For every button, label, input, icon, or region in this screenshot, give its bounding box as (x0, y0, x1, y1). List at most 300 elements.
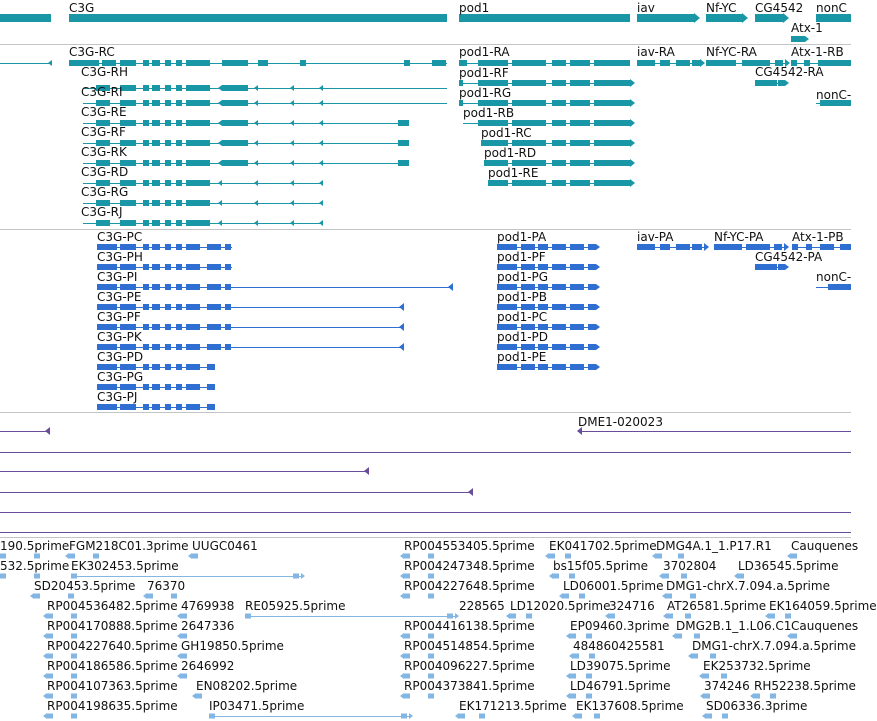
est-exon[interactable] (171, 594, 177, 599)
transcript-pod1-row-exon[interactable] (594, 180, 630, 186)
est-label[interactable]: bs15f05.5prime (553, 559, 649, 573)
transcript-pod1-row-arrow[interactable] (630, 179, 635, 187)
transcript-c3g-row-exon[interactable] (165, 100, 171, 106)
transcript-c3g-row-exon[interactable] (143, 140, 149, 146)
transcript-c3g-row-exon[interactable] (165, 220, 171, 226)
transcript-c3g-row-exon[interactable] (96, 220, 110, 226)
protein-pod1-row-exon[interactable] (552, 244, 566, 250)
transcript-c3g-row-arrow[interactable] (290, 200, 294, 206)
est-arrow[interactable] (409, 713, 413, 719)
transcript-c3g-row-exon[interactable] (165, 120, 171, 126)
est-label[interactable]: LD39075.5prime (570, 659, 671, 673)
transcript-c3g-row-exon[interactable] (222, 120, 248, 126)
transcript-c3g-row-exon[interactable] (398, 120, 409, 126)
protein-c3g-ph-exon[interactable] (225, 264, 231, 270)
est-exon[interactable] (71, 654, 77, 659)
est-label[interactable]: RP004416138.5prime (404, 619, 535, 633)
protein-c3g-pe-exon[interactable] (152, 304, 160, 310)
transcript-c3g-row-arrow[interactable] (319, 140, 323, 146)
protein-c3g-pf-exon[interactable] (225, 324, 231, 330)
protein-pod1-row-arrow[interactable] (596, 324, 600, 330)
gene-arrow[interactable] (805, 36, 809, 42)
protein-c3g-pi-exon[interactable] (186, 284, 200, 290)
transcript-label[interactable]: pod1-RD (484, 146, 537, 160)
protein-c3g-pc-exon[interactable] (143, 244, 149, 250)
transcript-pod1-row-exon[interactable] (570, 140, 590, 146)
gene-label-pod1[interactable]: pod1 (459, 1, 490, 15)
est-arrow[interactable] (301, 573, 305, 579)
est-label[interactable]: SD20453.5prime (34, 579, 136, 593)
est-label[interactable]: EK302453.5prime (71, 559, 179, 573)
protein-c3g-ph-exon[interactable] (207, 264, 221, 270)
transcript-c3g-rc-exon[interactable] (404, 60, 410, 66)
protein-pod1-row-exon[interactable] (588, 344, 596, 350)
transcript-label[interactable]: C3G-RJ (81, 205, 123, 219)
transcript-c3g-row-arrow[interactable] (319, 160, 323, 166)
protein-c3g-pg-exon[interactable] (176, 384, 182, 390)
match-row-arrow[interactable] (364, 467, 369, 475)
est-label[interactable]: LD06001.5prime (563, 579, 664, 593)
est-exon[interactable] (404, 594, 410, 599)
est-arrow[interactable] (400, 693, 404, 699)
est-exon[interactable] (586, 634, 592, 639)
protein-c3g-pj-exon[interactable] (165, 404, 171, 410)
protein-label[interactable]: iav-PA (637, 230, 674, 244)
est-arrow[interactable] (672, 633, 676, 639)
est-arrow[interactable] (572, 713, 576, 719)
est-label[interactable]: UUGC0461 (192, 539, 258, 553)
transcript-c3g-row-arrow[interactable] (254, 220, 258, 226)
est-arrow[interactable] (455, 713, 459, 719)
transcript-c3g-row-exon[interactable] (143, 120, 149, 126)
est-exon[interactable] (570, 674, 576, 679)
est-label[interactable]: EP09460.3prime (570, 619, 670, 633)
transcript-c3g-row-arrow[interactable] (254, 200, 258, 206)
est-exon[interactable] (510, 614, 516, 619)
est-label[interactable]: 2646992 (181, 659, 235, 673)
transcript-c3g-row-arrow[interactable] (319, 200, 323, 206)
est-exon[interactable] (47, 634, 53, 639)
est-exon[interactable] (586, 674, 592, 679)
transcript-c3g-row-exon[interactable] (143, 200, 149, 206)
transcript-c3g-row-exon[interactable] (152, 140, 160, 146)
protein-pod1-row-exon[interactable] (570, 304, 584, 310)
transcript-iav-ra-exon[interactable] (692, 60, 700, 66)
gene-label-cg4542[interactable]: CG4542 (755, 1, 804, 15)
transcript-iav-ra-exon[interactable] (660, 60, 670, 66)
est-exon[interactable] (573, 654, 579, 659)
transcript-pod1-row-exon[interactable] (594, 80, 630, 86)
transcript-c3g-row-exon[interactable] (176, 160, 182, 166)
transcript-c3g-row-arrow[interactable] (319, 120, 323, 126)
protein-pod1-row-exon[interactable] (552, 364, 566, 370)
protein-label[interactable]: pod1-PB (497, 290, 548, 304)
est-exon[interactable] (710, 654, 716, 659)
transcript-pod1-row-exon[interactable] (570, 80, 590, 86)
protein-c3g-pe-exon[interactable] (143, 304, 149, 310)
protein-cg4542-pa-arrow[interactable] (785, 264, 789, 270)
transcript-pod1-row-arrow[interactable] (630, 99, 635, 107)
protein-c3g-pi-exon[interactable] (152, 284, 160, 290)
transcript-c3g-row-exon[interactable] (222, 85, 248, 91)
est-arrow[interactable] (700, 693, 704, 699)
protein-label[interactable]: C3G-PK (97, 330, 142, 344)
protein-c3g-pi-arrow[interactable] (448, 283, 453, 291)
est-label[interactable]: EK137608.5prime (576, 699, 684, 713)
est-exon[interactable] (678, 554, 684, 559)
transcript-c3g-row-exon[interactable] (222, 160, 248, 166)
protein-c3g-pj-exon[interactable] (97, 404, 117, 410)
protein-pod1-row-exon[interactable] (588, 324, 596, 330)
est-exon[interactable] (71, 694, 77, 699)
est-exon[interactable] (706, 714, 712, 719)
protein-pod1-row-exon[interactable] (552, 264, 566, 270)
transcript-pod1-row-exon[interactable] (552, 160, 566, 166)
est-exon[interactable] (47, 714, 53, 719)
transcript-pod1-row-exon[interactable] (570, 120, 590, 126)
est-exon[interactable] (428, 574, 434, 579)
protein-c3g-pg-exon[interactable] (207, 384, 215, 390)
transcript-c3g-rc-exon[interactable] (222, 60, 248, 66)
est-label[interactable]: RP004107363.5prime (47, 679, 178, 693)
protein-c3g-pc-exon[interactable] (165, 244, 171, 250)
protein-nonc-exon[interactable] (828, 284, 851, 290)
transcript-pod1-row-exon[interactable] (512, 100, 546, 106)
transcript-pod1-row-exon[interactable] (552, 180, 566, 186)
transcript-label[interactable]: pod1-RF (459, 66, 509, 80)
transcript-pod1-row-arrow[interactable] (630, 139, 635, 147)
protein-pod1-row-exon[interactable] (588, 364, 596, 370)
protein-label[interactable]: C3G-PC (97, 230, 143, 244)
transcript-pod1-row-exon[interactable] (594, 100, 630, 106)
transcript-c3g-row-exon[interactable] (143, 85, 149, 91)
protein-cg4542-pa-exon[interactable] (778, 264, 785, 270)
est-exon[interactable] (770, 694, 776, 699)
protein-c3g-pi-exon[interactable] (207, 284, 221, 290)
transcript-c3g-row-arrow[interactable] (218, 160, 222, 166)
gene-bar-atx-1[interactable] (791, 36, 805, 42)
transcript-c3g-row-arrow[interactable] (290, 100, 294, 106)
transcript-c3g-row-exon[interactable] (176, 85, 182, 91)
match-row-arrow[interactable] (45, 427, 50, 435)
transcript-c3g-row-arrow[interactable] (254, 85, 258, 91)
protein-c3g-pd-exon[interactable] (207, 364, 215, 370)
transcript-label[interactable]: pod1-RA (459, 45, 510, 59)
transcript-c3g-row-arrow[interactable] (319, 180, 323, 186)
est-label[interactable]: EK164059.5prime (769, 599, 877, 613)
est-label[interactable]: 324716 (609, 599, 655, 613)
est-label[interactable]: FGM218C01.3prime (69, 539, 189, 553)
protein-c3g-pi-exon[interactable] (225, 284, 231, 290)
est-label[interactable]: EK253732.5prime (703, 659, 811, 673)
protein-nf-yc-pa-exon[interactable] (714, 244, 742, 250)
est-exon[interactable] (0, 554, 6, 559)
est-label[interactable]: 4769938 (181, 599, 235, 613)
protein-c3g-pd-exon[interactable] (186, 364, 200, 370)
protein-c3g-pk-exon[interactable] (186, 344, 200, 350)
transcript-c3g-rc-exon[interactable] (432, 60, 446, 66)
est-exon[interactable] (594, 714, 600, 719)
protein-cg4542-pa-exon[interactable] (755, 264, 777, 270)
protein-label[interactable]: pod1-PA (497, 230, 547, 244)
est-label[interactable]: RP004227648.5prime (404, 579, 535, 593)
transcript-c3g-row-exon[interactable] (176, 100, 182, 106)
transcript-cg4542-ra-arrow[interactable] (785, 80, 789, 86)
protein-c3g-pg-exon[interactable] (143, 384, 149, 390)
protein-pod1-row-arrow[interactable] (596, 344, 600, 350)
protein-c3g-pe-exon[interactable] (186, 304, 200, 310)
protein-c3g-ph-exon[interactable] (186, 264, 200, 270)
transcript-iav-ra-exon[interactable] (676, 60, 690, 66)
protein-pod1-row-exon[interactable] (588, 264, 596, 270)
est-label[interactable]: RP004096227.5prime (404, 659, 535, 673)
est-exon[interactable] (71, 674, 77, 679)
est-label[interactable]: RP004247348.5prime (404, 559, 535, 573)
est-exon[interactable] (428, 654, 434, 659)
transcript-label[interactable]: C3G-RG (81, 185, 129, 199)
est-exon[interactable] (68, 594, 74, 599)
est-arrow[interactable] (702, 713, 706, 719)
transcript-pod1-row-exon[interactable] (512, 80, 546, 86)
protein-c3g-pe-exon[interactable] (165, 304, 171, 310)
protein-label[interactable]: pod1-PC (497, 310, 548, 324)
transcript-c3g-rc-exon[interactable] (176, 60, 182, 66)
protein-pod1-row-arrow[interactable] (596, 244, 600, 250)
transcript-c3g-row-exon[interactable] (176, 120, 182, 126)
transcript-c3g-row-exon[interactable] (176, 200, 182, 206)
est-label[interactable]: RP004553405.5prime (404, 539, 535, 553)
transcript-c3g-row-arrow[interactable] (319, 85, 323, 91)
transcript-pod1-ra-exon[interactable] (570, 60, 590, 66)
transcript-c3g-row-exon[interactable] (152, 200, 160, 206)
est-exon[interactable] (404, 654, 410, 659)
transcript-c3g-row-arrow[interactable] (290, 180, 294, 186)
est-label[interactable]: 190.5prime (0, 539, 70, 553)
est-exon[interactable] (569, 574, 575, 579)
protein-c3g-pi-exon[interactable] (176, 284, 182, 290)
est-label[interactable]: LD12020.5prime (510, 599, 611, 613)
protein-c3g-pf-exon[interactable] (152, 324, 160, 330)
protein-c3g-pf-exon[interactable] (176, 324, 182, 330)
gene-bar-left[interactable] (0, 14, 51, 22)
transcript-iav-ra-arrow[interactable] (700, 59, 705, 67)
est-exon[interactable] (656, 554, 662, 559)
est-exon[interactable] (685, 614, 691, 619)
protein-c3g-pe-arrow[interactable] (399, 303, 404, 311)
transcript-c3g-row-arrow[interactable] (254, 120, 258, 126)
est-exon[interactable] (34, 574, 40, 579)
est-label[interactable]: RE05925.5prime (245, 599, 346, 613)
protein-iav-pa-exon[interactable] (637, 244, 655, 250)
protein-c3g-pj-exon[interactable] (176, 404, 182, 410)
transcript-pod1-row-exon[interactable] (552, 100, 566, 106)
gene-bar-pod1[interactable] (459, 14, 630, 22)
est-exon[interactable] (69, 554, 75, 559)
gene-label-nonc[interactable]: nonC (816, 1, 847, 15)
gene-bar-nf-yc[interactable] (706, 14, 742, 22)
gene-arrow[interactable] (742, 13, 748, 23)
est-exon[interactable] (704, 694, 710, 699)
est-label[interactable]: RH52238.5prime (754, 679, 856, 693)
est-exon[interactable] (721, 674, 727, 679)
transcript-label[interactable]: iav-RA (637, 45, 675, 59)
est-label[interactable]: DMG2B.1_1.L06.C1 (676, 619, 792, 633)
gene-bar-c3g[interactable] (69, 14, 447, 22)
est-exon[interactable] (722, 714, 728, 719)
est-exon[interactable] (181, 674, 187, 679)
est-label[interactable]: EN08202.5prime (196, 679, 298, 693)
protein-c3g-pc-exon[interactable] (176, 244, 182, 250)
est-arrow[interactable] (652, 553, 656, 559)
protein-c3g-pg-exon[interactable] (186, 384, 200, 390)
protein-pod1-row-exon[interactable] (570, 344, 584, 350)
transcript-pod1-ra-exon[interactable] (594, 60, 630, 66)
transcript-c3g-row-exon[interactable] (152, 85, 160, 91)
transcript-c3g-row-exon[interactable] (176, 180, 182, 186)
protein-c3g-ph-exon[interactable] (143, 264, 149, 270)
transcript-label[interactable]: C3G-RK (81, 145, 127, 159)
transcript-c3g-row-exon[interactable] (165, 160, 171, 166)
protein-c3g-pd-exon[interactable] (143, 364, 149, 370)
est-exon[interactable] (34, 554, 40, 559)
transcript-label[interactable]: pod1-RE (488, 166, 539, 180)
protein-label[interactable]: CG4542-PA (755, 250, 823, 264)
transcript-c3g-row-arrow[interactable] (218, 180, 222, 186)
est-exon[interactable] (428, 694, 434, 699)
est-exon[interactable] (694, 634, 700, 639)
transcript-c3g-row-exon[interactable] (222, 100, 248, 106)
protein-c3g-pk-exon[interactable] (225, 344, 231, 350)
est-label[interactable]: LD36545.5prime (738, 559, 839, 573)
protein-label[interactable]: Atx-1-PB (792, 230, 844, 244)
est-label[interactable]: 228565 (459, 599, 505, 613)
est-exon[interactable] (579, 594, 585, 599)
est-exon[interactable] (47, 654, 53, 659)
est-exon[interactable] (181, 634, 187, 639)
est-exon[interactable] (565, 554, 571, 559)
est-exon[interactable] (401, 714, 407, 719)
protein-label[interactable]: pod1-PG (497, 270, 549, 284)
protein-pod1-row-exon[interactable] (552, 324, 566, 330)
protein-c3g-pc-exon[interactable] (225, 244, 231, 250)
est-exon[interactable] (428, 594, 434, 599)
transcript-c3g-row-exon[interactable] (143, 160, 149, 166)
est-exon[interactable] (47, 694, 53, 699)
transcript-c3g-rc-exon[interactable] (165, 60, 171, 66)
est-exon[interactable] (47, 614, 53, 619)
transcript-label[interactable]: C3G-RF (81, 125, 126, 139)
est-arrow[interactable] (699, 673, 703, 679)
transcript-pod1-ra-exon[interactable] (552, 60, 566, 66)
est-exon[interactable] (791, 634, 797, 639)
est-arrow[interactable] (549, 573, 553, 579)
est-exon[interactable] (147, 594, 153, 599)
transcript-label[interactable]: Nf-YC-RA (706, 45, 757, 59)
transcript-label[interactable]: C3G-RI (81, 85, 123, 99)
transcript-c3g-row-arrow[interactable] (254, 180, 258, 186)
gene-label-c3g[interactable]: C3G (69, 1, 95, 15)
transcript-label[interactable]: pod1-RC (481, 126, 532, 140)
protein-pod1-row-exon[interactable] (570, 264, 584, 270)
protein-pod1-row-exon[interactable] (588, 284, 596, 290)
protein-iav-pa-exon[interactable] (692, 244, 702, 250)
gene-arrow[interactable] (694, 13, 700, 23)
transcript-c3g-row-arrow[interactable] (218, 100, 222, 106)
est-exon[interactable] (181, 654, 187, 659)
protein-label[interactable]: C3G-PG (97, 370, 144, 384)
protein-iav-pa-arrow[interactable] (704, 243, 709, 251)
transcript-pod1-ra-exon[interactable] (512, 60, 546, 66)
est-exon[interactable] (692, 654, 698, 659)
transcript-c3g-row-arrow[interactable] (290, 220, 294, 226)
transcript-pod1-row-exon[interactable] (594, 120, 630, 126)
protein-pod1-row-arrow[interactable] (596, 284, 600, 290)
match-label[interactable]: DME1-020023 (578, 415, 663, 429)
protein-c3g-pj-exon[interactable] (120, 404, 136, 410)
gene-label-atx-1[interactable]: Atx-1 (791, 21, 823, 35)
transcript-left-arrow[interactable] (48, 60, 52, 66)
transcript-c3g-row-arrow[interactable] (254, 140, 258, 146)
transcript-pod1-row-exon[interactable] (570, 160, 590, 166)
est-exon[interactable] (479, 714, 485, 719)
est-label[interactable]: 532.5prime (0, 559, 70, 573)
transcript-c3g-row-arrow[interactable] (319, 100, 323, 106)
protein-pod1-row-exon[interactable] (570, 284, 584, 290)
transcript-c3g-row-arrow[interactable] (218, 140, 222, 146)
est-arrow[interactable] (400, 593, 404, 599)
transcript-c3g-row-exon[interactable] (120, 220, 136, 226)
transcript-label[interactable]: C3G-RD (81, 165, 129, 179)
est-label[interactable]: DMG1-chrX.7.094.a.5prime (666, 579, 830, 593)
protein-pod1-row-exon[interactable] (552, 304, 566, 310)
protein-c3g-pc-exon[interactable] (207, 244, 221, 250)
transcript-pod1-row-arrow[interactable] (630, 159, 635, 167)
protein-pod1-row-arrow[interactable] (596, 364, 600, 370)
est-label[interactable]: RP004170888.5prime (47, 619, 178, 633)
est-label[interactable]: DMG1-chrX.7.094.a.5prime (692, 639, 856, 653)
est-exon[interactable] (589, 654, 595, 659)
protein-pod1-row-exon[interactable] (588, 304, 596, 310)
transcript-pod1-row-exon[interactable] (570, 180, 590, 186)
transcript-c3g-row-exon[interactable] (152, 160, 160, 166)
est-exon[interactable] (404, 554, 410, 559)
transcript-c3g-row-arrow[interactable] (319, 220, 323, 226)
protein-pod1-row-exon[interactable] (538, 364, 548, 370)
transcript-c3g-row-arrow[interactable] (218, 220, 222, 226)
est-exon[interactable] (576, 714, 582, 719)
transcript-c3g-row-exon[interactable] (398, 160, 409, 166)
protein-c3g-pj-exon[interactable] (186, 404, 200, 410)
protein-c3g-pk-exon[interactable] (143, 344, 149, 350)
protein-c3g-pe-exon[interactable] (176, 304, 182, 310)
transcript-pod1-row-exon[interactable] (552, 120, 566, 126)
protein-pod1-row-exon[interactable] (497, 364, 517, 370)
transcript-c3g-rc-exon[interactable] (152, 60, 160, 66)
protein-c3g-pk-exon[interactable] (152, 344, 160, 350)
est-arrow[interactable] (43, 713, 47, 719)
protein-c3g-pd-exon[interactable] (152, 364, 160, 370)
est-arrow[interactable] (688, 653, 692, 659)
est-label[interactable]: EK171213.5prime (459, 699, 567, 713)
transcript-c3g-row-exon[interactable] (143, 220, 149, 226)
transcript-cg4542-ra-exon[interactable] (755, 80, 777, 86)
transcript-cg4542-ra-exon[interactable] (778, 80, 785, 86)
est-arrow[interactable] (566, 633, 570, 639)
est-exon[interactable] (553, 574, 559, 579)
est-label[interactable]: 484860425581 (573, 639, 665, 653)
est-exon[interactable] (0, 574, 6, 579)
transcript-pod1-row-exon[interactable] (552, 80, 566, 86)
